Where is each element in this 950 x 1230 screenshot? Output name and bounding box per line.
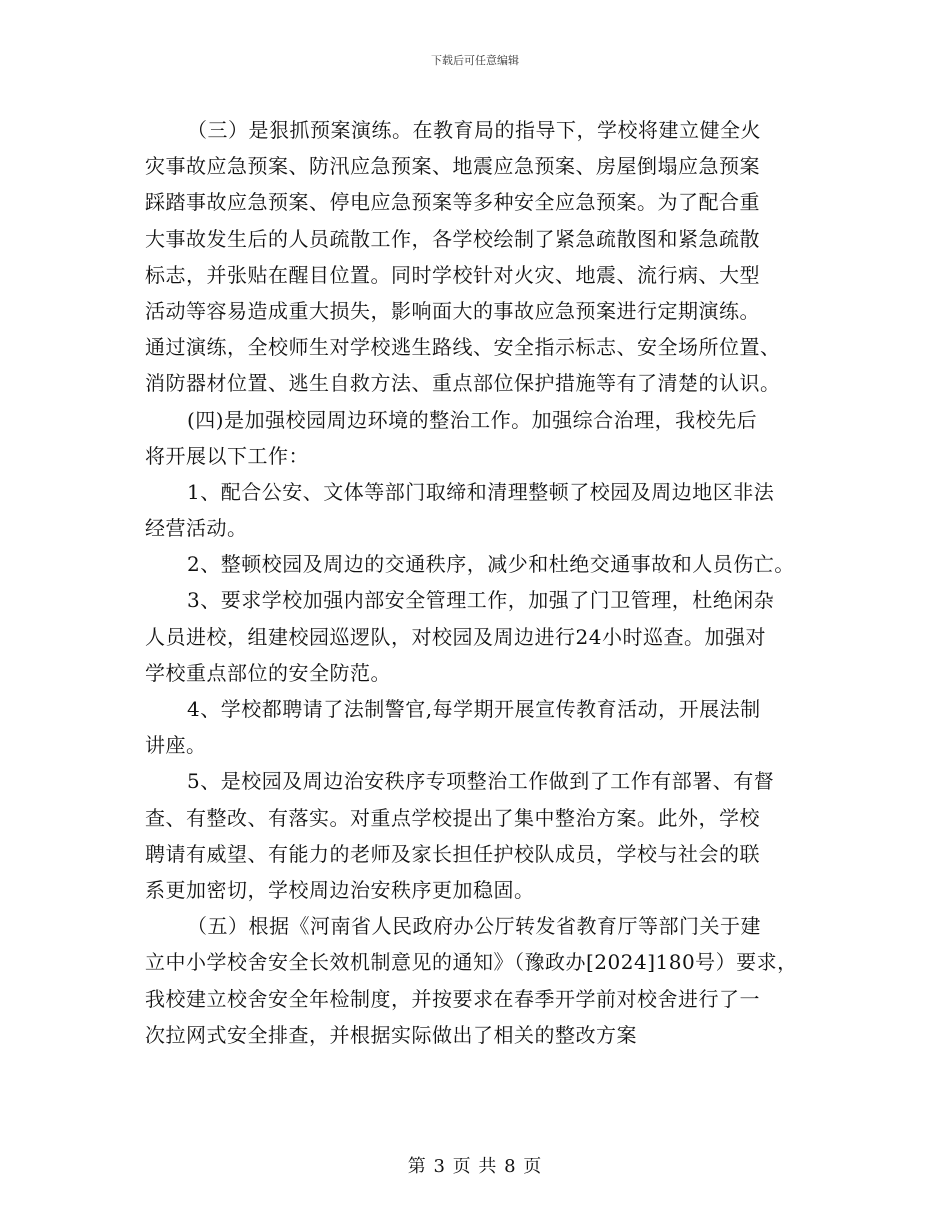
text-line: 活动等容易造成重大损失，影响面大的事故应急预案进行定期演练。	[145, 298, 760, 323]
text-line: 踩踏事故应急预案、停电应急预案等多种安全应急预案。为了配合重	[145, 190, 760, 215]
text-line: 讲座。	[145, 733, 207, 758]
text-line: 聘请有威望、有能力的老师及家长担任护校队成员，学校与社会的联	[145, 841, 760, 866]
document-body	[145, 112, 835, 1053]
text-line: 系更加密切，学校周边治安秩序更加稳固。	[145, 877, 535, 902]
text-line: 经营活动。	[145, 516, 248, 541]
text-line: （五）根据《河南省人民政府办公厅转发省教育厅等部门关于建	[187, 914, 761, 939]
text-line: 次拉网式安全排查，并根据实际做出了相关的整改方案	[145, 1022, 637, 1047]
text-line: 人员进校，组建校园巡逻队，对校园及周边进行24小时巡查。加强对	[145, 624, 766, 649]
text-line: 消防器材位置、逃生自救方法、重点部位保护措施等有了清楚的认识。	[145, 371, 781, 396]
text-line: 学校重点部位的安全防范。	[145, 660, 391, 685]
page-header: 下载后可任意编辑	[431, 54, 519, 67]
text-line: 大事故发生后的人员疏散工作，各学校绘制了紧急疏散图和紧急疏散	[145, 226, 760, 251]
text-line: 标志，并张贴在醒目位置。同时学校针对火灾、地震、流行病、大型	[145, 262, 760, 287]
text-line: 2、整顿校园及周边的交通秩序，减少和杜绝交通事故和人员伤亡。	[187, 552, 795, 577]
text-line: 立中小学校舍安全长效机制意见的通知》（豫政办[2024]180号）要求，	[145, 950, 798, 975]
page-footer: 第 3 页 共 8 页	[407, 1156, 543, 1177]
text-line: 5、是校园及周边治安秩序专项整治工作做到了工作有部署、有督	[187, 769, 775, 794]
text-line: 通过演练，全校师生对学校逃生路线、安全指示标志、安全场所位置、	[145, 335, 781, 360]
text-line: 将开展以下工作：	[145, 443, 309, 468]
text-line: 我校建立校舍安全年检制度，并按要求在春季开学前对校舍进行了一	[145, 986, 760, 1011]
text-line: 查、有整改、有落实。对重点学校提出了集中整治方案。此外，学校	[145, 805, 760, 830]
text-line: 1、配合公安、文体等部门取缔和清理整顿了校园及周边地区非法	[187, 479, 775, 504]
text-line: 4、学校都聘请了法制警官,每学期开展宣传教育活动，开展法制	[187, 697, 761, 721]
text-line: (四)是加强校园周边环境的整治工作。加强综合治理，我校先后	[187, 407, 758, 432]
text-line: 灾事故应急预案、防汛应急预案、地震应急预案、房屋倒塌应急预案	[145, 154, 760, 179]
text-line: 3、要求学校加强内部安全管理工作，加强了门卫管理，杜绝闲杂	[187, 588, 775, 613]
text-line: （三）是狠抓预案演练。在教育局的指导下，学校将建立健全火	[187, 118, 761, 142]
